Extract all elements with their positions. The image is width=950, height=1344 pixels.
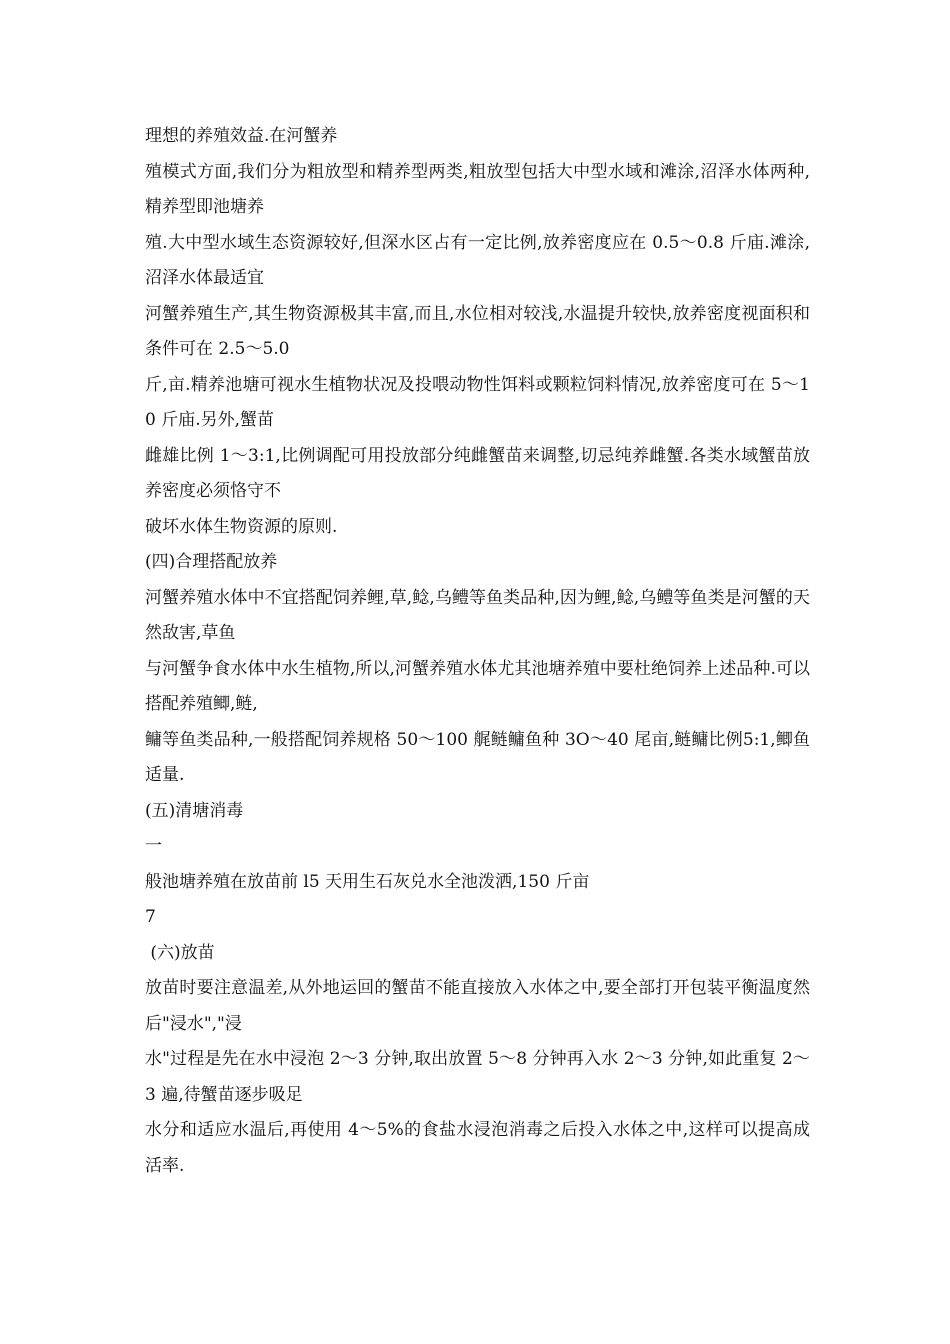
paragraph: 河蟹养殖水体中不宜搭配饲养鲤,草,鲶,乌鳢等鱼类品种,因为鲤,鲶,乌鳢等鱼类是河蟹的天然敌害,草鱼 <box>145 587 810 643</box>
page-number: 7 <box>145 907 156 927</box>
paragraph: 水分和适应水温后,再使用 4～5%的食盐水浸泡消毒之后投入水体之中,这样可以提高成活率. <box>145 1120 810 1176</box>
document-body <box>145 119 810 1184</box>
paragraph: 般池塘养殖在放苗前 l5 天用生石灰兑水全池泼洒,150 斤亩 <box>145 871 590 892</box>
paragraph: 理想的养殖效益.在河蟹养 <box>145 126 338 146</box>
section-heading: (五)清塘消毒 <box>145 800 244 821</box>
paragraph: 鳙等鱼类品种,一般搭配饲养规格 50～100 艉鲢鳙鱼种 3O～40 尾亩,鲢鳙比例5:1,鲫鱼适量. <box>145 729 810 785</box>
paragraph: 殖模式方面,我们分为粗放型和精养型两类,粗放型包括大中型水域和滩涂,沼泽水体两种,精养型即池塘养 <box>145 161 810 217</box>
section-heading: (六)放苗 <box>145 942 215 963</box>
paragraph: 破坏水体生物资源的原则. <box>145 516 338 537</box>
paragraph: 一 <box>145 836 162 856</box>
paragraph: 雌雄比例 1～3:1,比例调配可用投放部分纯雌蟹苗来调整,切忌纯养雌蟹.各类水域蟹苗放养密度必须恪守不 <box>145 445 810 501</box>
paragraph: 斤,亩.精养池塘可视水生植物状况及投喂动物性饵料或颗粒饲料情况,放养密度可在 5～10 斤庙.另外,蟹苗 <box>145 374 810 430</box>
paragraph: 河蟹养殖生产,其生物资源极其丰富,而且,水位相对较浅,水温提升较快,放养密度视面积和条件可在 2.5～5.0 <box>145 303 810 359</box>
paragraph: 放苗时要注意温差,从外地运回的蟹苗不能直接放入水体之中,要全部打开包装平衡温度然后"浸水","浸 <box>145 978 810 1034</box>
paragraph: 水"过程是先在水中浸泡 2～3 分钟,取出放置 5～8 分钟再入水 2～3 分钟,如此重复 2～3 遍,待蟹苗逐步吸足 <box>145 1049 810 1105</box>
section-heading: (四)合理搭配放养 <box>145 552 278 572</box>
paragraph: 与河蟹争食水体中水生植物,所以,河蟹养殖水体尤其池塘养殖中要杜绝饲养上述品种.可以搭配养殖鲫,鲢, <box>145 658 810 714</box>
paragraph: 殖.大中型水域生态资源较好,但深水区占有一定比例,放养密度应在 0.5～0.8 斤庙.滩涂,沼泽水体最适宜 <box>145 232 810 288</box>
